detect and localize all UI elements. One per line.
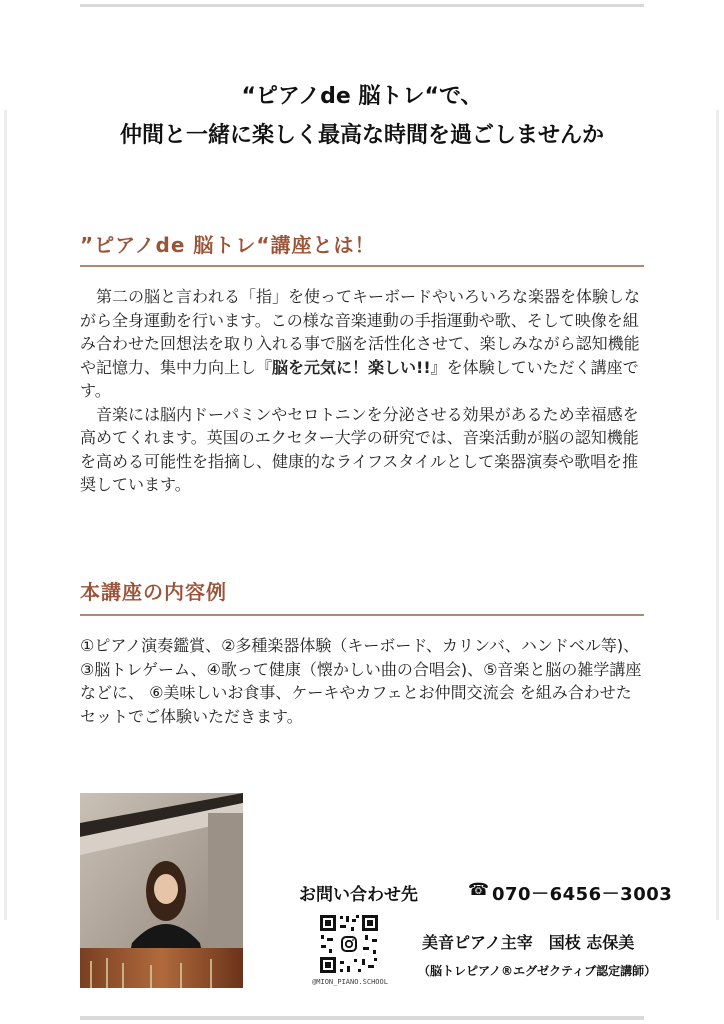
instagram-qr-code[interactable] — [318, 913, 380, 975]
top-divider — [80, 4, 644, 7]
contact-label: お問い合わせ先 — [299, 885, 418, 905]
about-paragraph-2 — [80, 403, 644, 497]
about-section-title: ”ピアノde 脳トレ“講座とは！ — [80, 233, 376, 257]
headline-line-2: 仲間と一緒に楽しく最高な時間を過ごしませんか — [119, 123, 604, 148]
about-body — [80, 285, 644, 497]
bottom-divider — [80, 1016, 644, 1020]
instructor-photo — [80, 793, 243, 988]
phone-number[interactable]: 070－6456－3003 — [492, 884, 673, 905]
about-paragraph-1-text: 第二の脳と言われる「指」を使ってキーボードやいろいろな楽器を体験しながら全身運動を行います。この様な音楽連動の手指運動や歌、そして映像を組み合わせた回想法を取り入れる事で脳を活性化させて、楽しみながら認知機能や記憶力、集中力向上し『 — [80, 287, 641, 377]
content-section-divider — [80, 614, 644, 616]
right-border — [716, 110, 719, 920]
instagram-handle: @MION_PIANO.SCHOOL — [312, 978, 388, 986]
content-section-title: 本講座の内容例 — [80, 580, 227, 604]
owner-name: 美音ピアノ主宰 国枝 志保美 — [422, 933, 635, 952]
about-emphasis: 脳を元気に！楽しい!! — [272, 357, 431, 377]
about-paragraph-2-text: 音楽には脳内ドーパミンやセロトニンを分泌させる効果があるため幸福感を高めてくれます。英国のエクセター大学の研究では、音楽活動が脳の認知機能を高める可能性を指摘し、健康的なライフスタイルとして楽器演奏や歌唱を推奨しています。 — [80, 404, 639, 494]
about-paragraph-1-end: 』を体験していただく講座です。 — [80, 357, 639, 400]
headline-line-1: “ピアノde 脳トレ“で、 — [241, 84, 483, 109]
phone-icon: ☎ — [468, 880, 490, 900]
content-body: ①ピアノ演奏鑑賞、②多種楽器体験（キーボード、カリンバ、ハンドベル等)、③脳トレゲーム、④歌って健康（懐かしい曲の合唱会)、⑤音楽と脳の雑学講座などに、 ⑥美味しいお食事、ケーキやカフェとお仲間交流会 を組み合わせたセットでご体験いただきます。 — [80, 636, 642, 726]
left-border — [4, 110, 7, 920]
about-paragraph-1 — [80, 285, 644, 403]
owner-credential: （脳トレピアノ®エグゼクティブ認定講師） — [418, 964, 657, 978]
about-section-divider — [80, 265, 644, 267]
